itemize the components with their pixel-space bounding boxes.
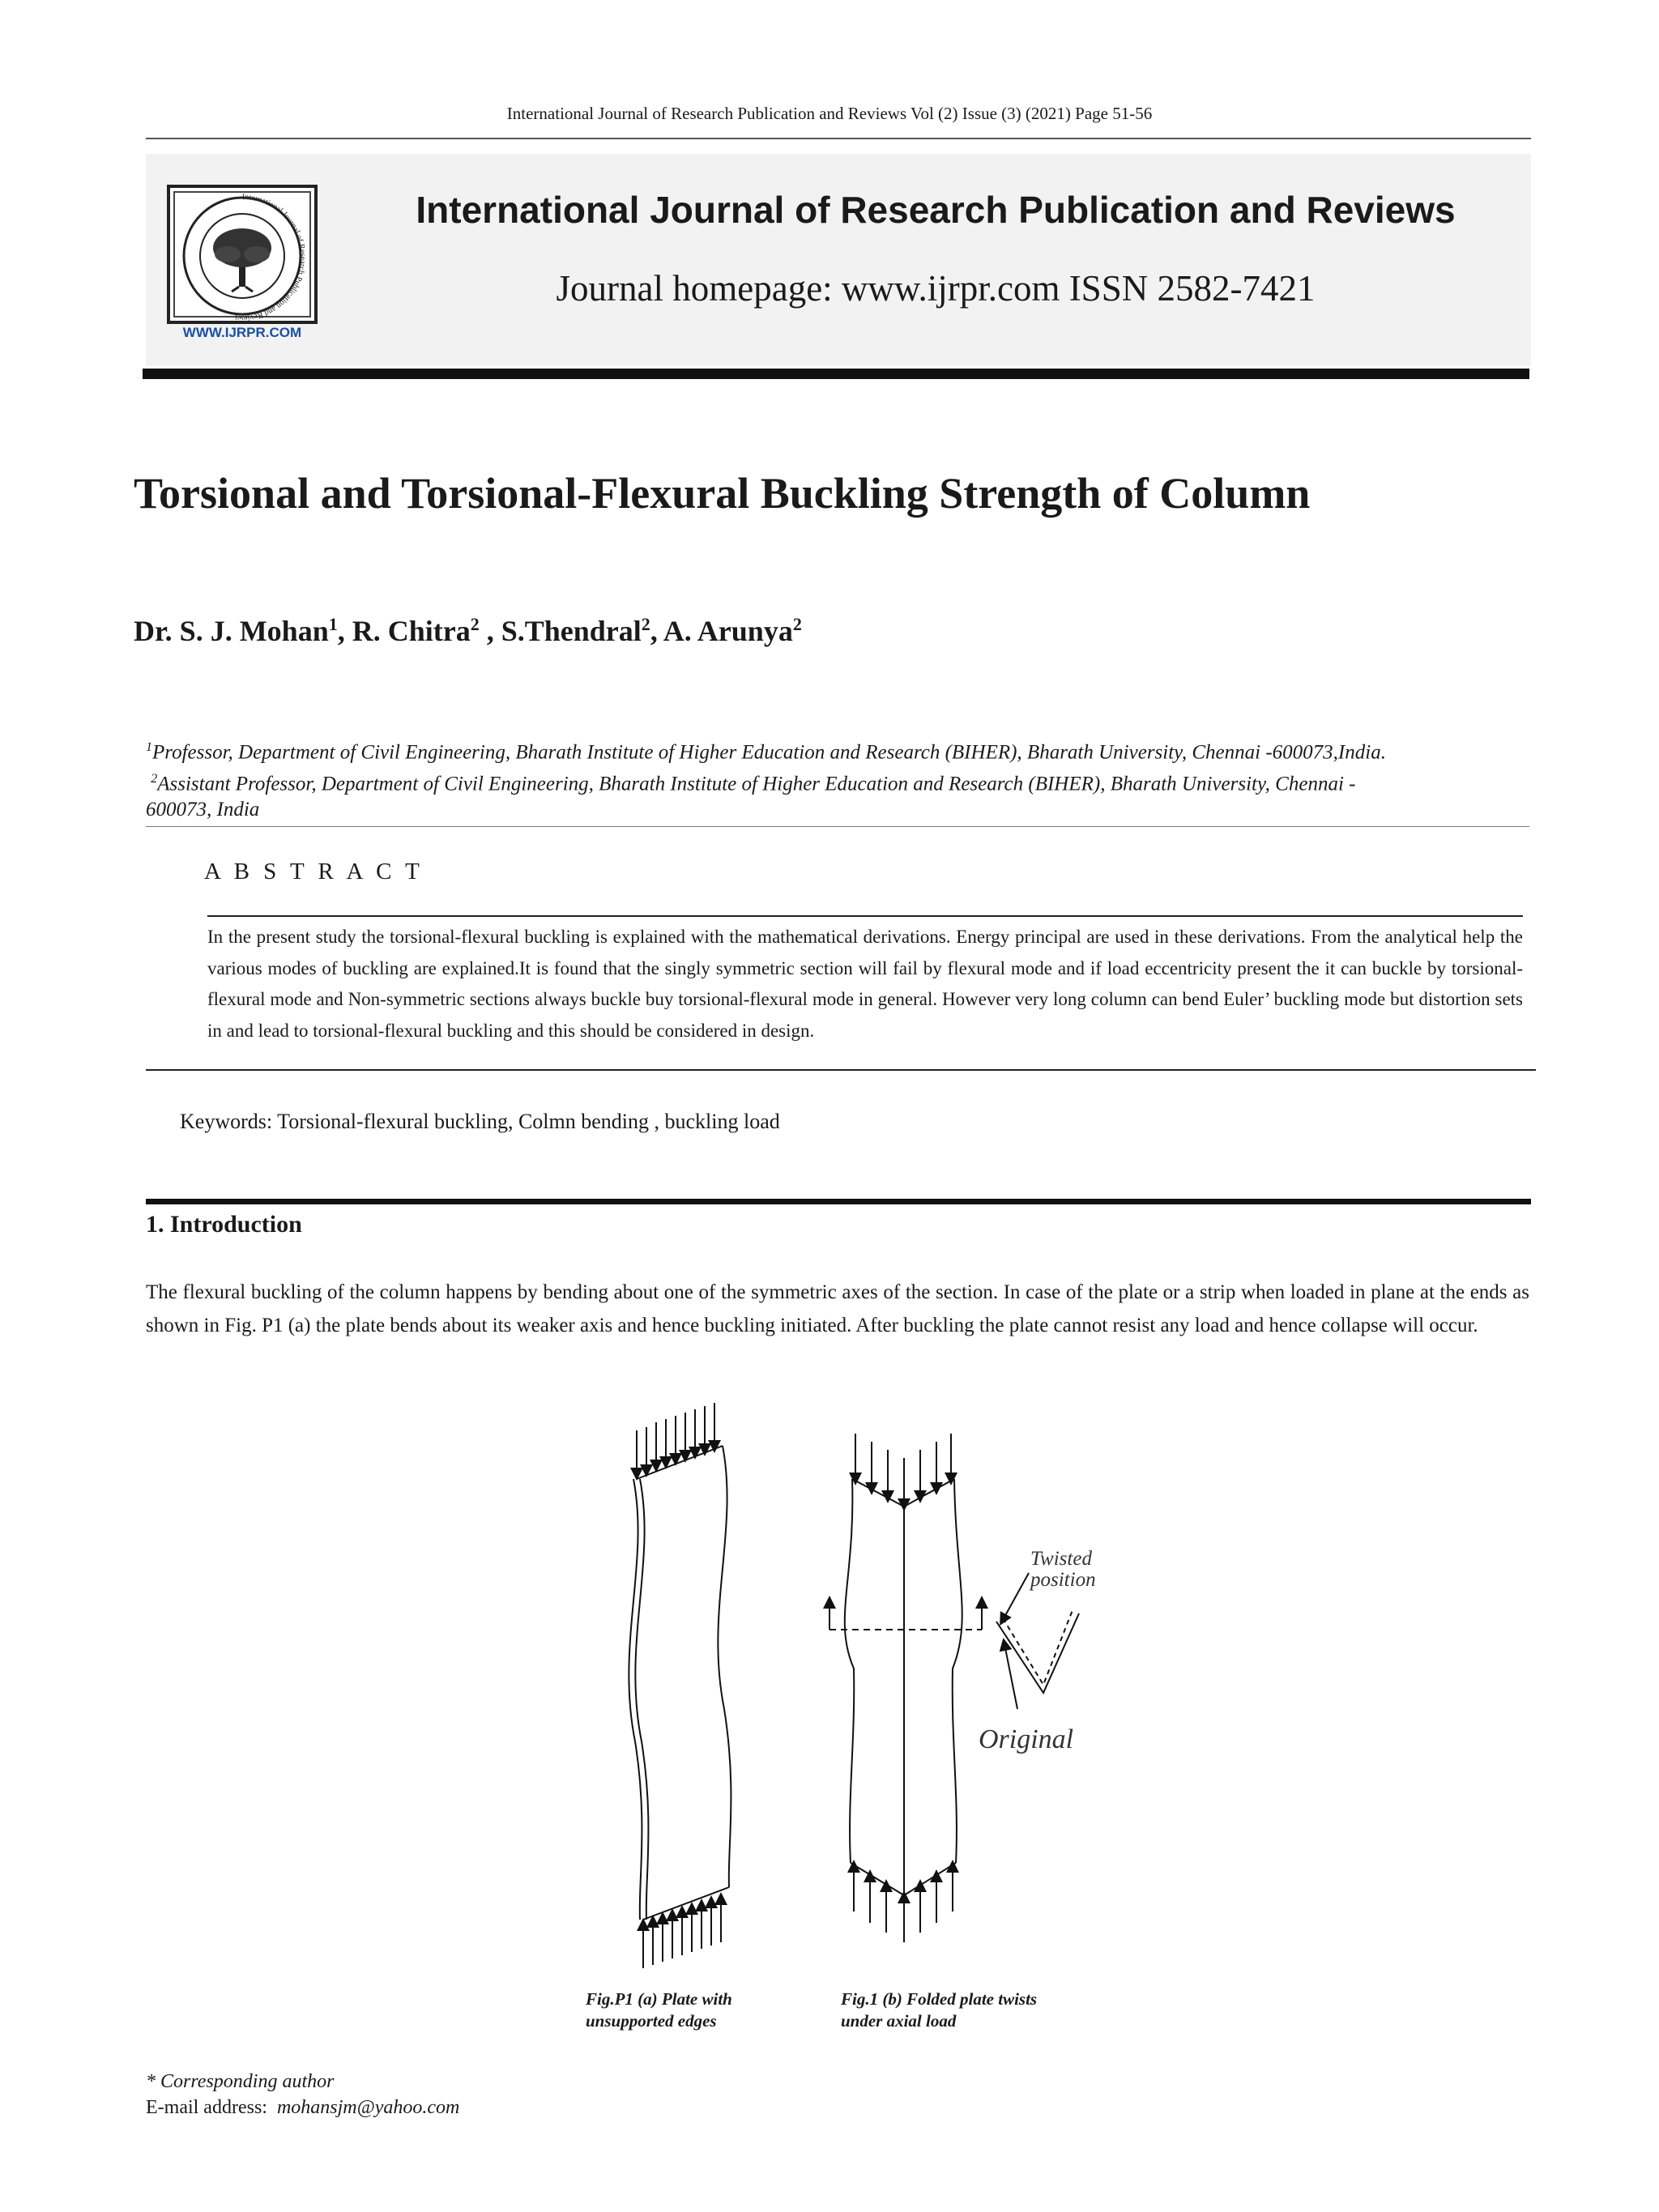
author-name: A. Arunya [663,615,793,647]
svg-text:WWW.IJRPR.COM: WWW.IJRPR.COM [182,325,302,340]
figure-a-plate [629,1446,731,1920]
author-affil-mark: 2 [470,614,480,634]
affiliation-2-cont: 600073, India [146,799,260,820]
author-affil-mark: 2 [641,614,650,634]
svg-text:International Journal of Resea: International Journal of Research Publication and Reviews [233,192,307,323]
figure-b-section-cut [830,1602,982,1630]
abstract-text: In the present study the torsional-flexural buckling is explained with the mathematical derivations. Energy principal are used in these derivations. From the analytical help the various modes of buckling are explained.It is found that the singly symmetric section will fail by flexural mode and if load eccentricity present the it can buckle by torsional-flexural mode and Non-symmetric sections always buckle buy torsional-flexural mode in general. However very long column can bend Euler’ buckling mode but distortion sets in and lead to torsional-flexural buckling and this should be considered in design. [207,927,1523,1041]
paper-title: Torsional and Torsional-Flexural Buckling Strength of Column [134,469,1311,518]
label-original: Original [979,1724,1074,1754]
email-label: E-mail address: [146,2097,267,2118]
affiliation-1: $^1$Professor, Department of Civil Engineering, Bharath Institute of Higher Education and Research (BIHER), Bharath University, Chennai -600073,India. [146,740,1386,764]
abstract-bottom-rule [146,1069,1536,1071]
figure-b-twisted-section [996,1573,1079,1709]
label-position: position [1030,1569,1096,1591]
author-name: S.Thendral [501,615,642,647]
author-affil-mark: 1 [328,614,338,634]
corresponding-author-note: * Corresponding author [146,2071,335,2092]
section-rule [146,1199,1531,1204]
author-affil-mark: 2 [792,614,802,634]
author-name: R. Chitra [352,615,471,647]
figure-a-bottom-arrows [643,1899,721,1968]
figure-b-top-arrows [855,1434,951,1505]
header-rule [146,138,1531,139]
running-header: International Journal of Research Publication and Reviews Vol (2) Issue (3) (2021) Page 51-56 [506,104,1153,123]
journal-name: International Journal of Research Publication and Reviews [416,189,1456,231]
figure-caption-b: Fig.1 (b) Folded plate twists under axial load [841,1989,1038,2031]
banner-rule [143,369,1529,379]
journal-logo [167,185,318,343]
author-name: Dr. S. J. Mohan [134,615,329,647]
journal-homepage: Journal homepage: www.ijrpr.com ISSN 2582-7421 [556,268,1316,309]
author-list: Dr. S. J. Mohan$^1$, R. Chitra$^2$ , S.Thendral$^2$, A. Arunya$^2$ [134,614,802,647]
label-twisted: Twisted [1030,1548,1092,1570]
figure-b-folded-plate [845,1479,962,1895]
email-line [146,2095,459,2120]
abstract-top-rule [207,915,1523,917]
introduction-text: The flexural buckling of the column happens by bending about one of the symmetric axes of the section. In case of the plate or a strip when loaded in plane at the ends as shown in Fig. P1 (a) the plate bends about its weaker axis and hence buckling initiated. After buckling the plate cannot resist any load and hence collapse will occur. [146,1281,1529,1336]
section-heading: 1. Introduction [146,1211,302,1238]
figure-caption-a: Fig.P1 (a) Plate with unsupported edges [586,1989,732,2031]
journal-banner [146,154,1531,366]
abstract-heading: A B S T R A C T [204,859,424,884]
affiliation-rule [146,826,1529,827]
email-address: mohansjm@yahoo.com [276,2097,460,2118]
affiliation-2: $^2$Assistant Professor, Department of Civil Engineering, Bharath Institute of Higher Education and Research (BIHER), Bharath University, Chennai - [151,772,1356,795]
keywords: Keywords: Torsional-flexural buckling, Colmn bending , buckling load [180,1110,780,1133]
figure-buckling [616,1401,1102,1976]
